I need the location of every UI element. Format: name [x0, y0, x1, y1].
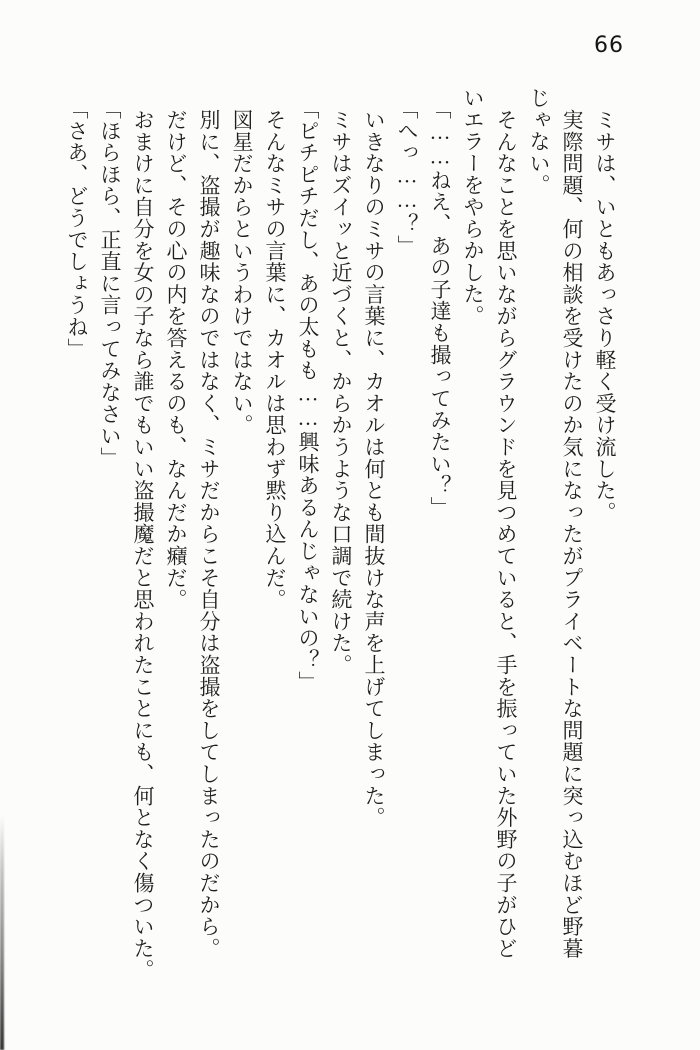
text-column: 別に、盗撮が趣味なのではなく、ミサだからこそ自分は盗撮をしてしまったのだから。	[197, 109, 221, 960]
text-column: 「……ねえ、あの子達も撮ってみたい？」	[428, 98, 452, 519]
text-column: 図星だからというわけではない。	[230, 109, 254, 436]
text-column: 「ピチピチだし、あの太もも……興味あるんじゃないの？」	[296, 98, 320, 693]
text-column: ミサは、いともあっさり軽く受け流した。	[593, 109, 617, 524]
text-column: 「さあ、どうでしょうね」	[65, 98, 89, 360]
text-column: そんなミサの言葉に、カオルは思わず黙り込んだ。	[263, 109, 287, 611]
text-column: じゃない。	[527, 87, 551, 196]
text-column: いきなりのミサの言葉に、カオルは何とも間抜けな声を上げてしまった。	[362, 109, 386, 829]
text-column: いエラーをやらかした。	[461, 87, 485, 327]
text-column: 「へっ……？」	[395, 98, 419, 257]
text-column: ミサはズイッと近づくと、からかうような口調で続けた。	[329, 109, 353, 676]
text-column: おまけに自分を女の子なら誰でもいい盗撮魔だと思われたことにも、何となく傷ついた。	[131, 109, 155, 981]
text-column: 「ほらほら、正直に言ってみなさい」	[98, 98, 122, 469]
text-column: だけど、その心の内を答えるのも、なんだか癪だ。	[164, 109, 188, 611]
page-number: 66	[594, 33, 624, 58]
text-column: そんなことを思いながらグラウンドを見つめていると、手を振っていた外野の子がひど	[494, 109, 518, 960]
text-column: 実際問題、何の相談を受けたのか気になったがプライベートな問題に突っ込むほど野暮	[560, 109, 584, 960]
scan-edge-shadow	[0, 815, 4, 1050]
text-block	[60, 87, 621, 981]
